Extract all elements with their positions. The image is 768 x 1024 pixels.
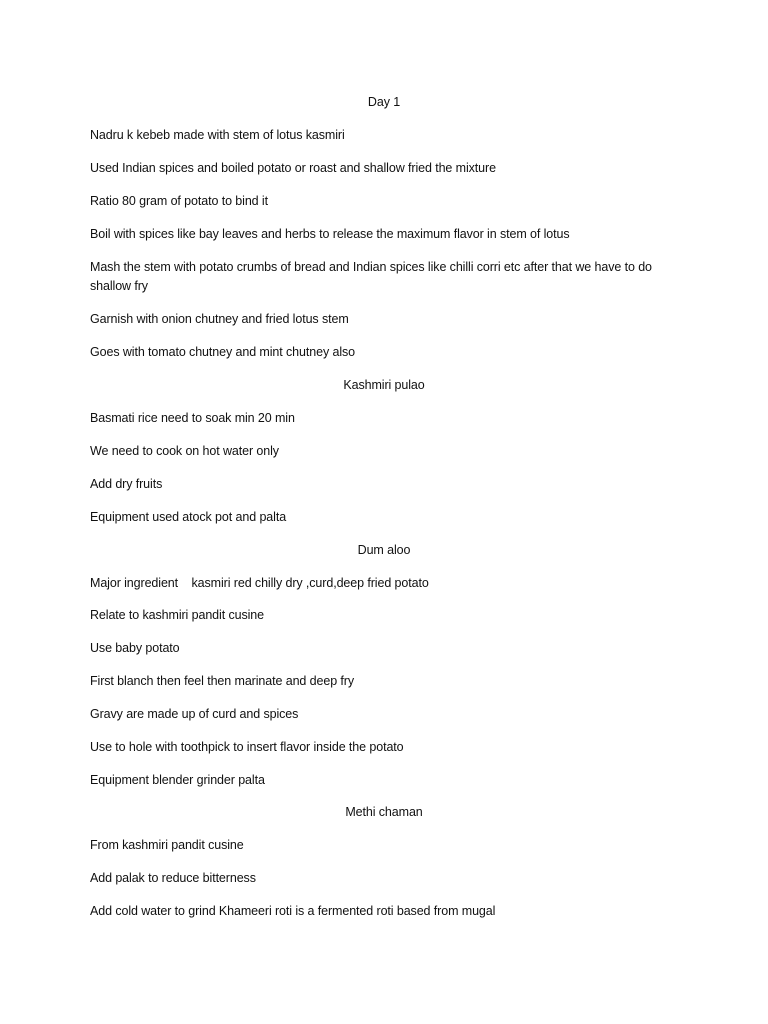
text-line: Equipment used atock pot and palta <box>90 510 287 524</box>
text-line: Major ingredient kasmiri red chilly dry ,curd,deep fried potato <box>90 576 429 590</box>
text-line: Relate to kashmiri pandit cusine <box>90 608 264 622</box>
text-line: From kashmiri pandit cusine <box>90 838 244 852</box>
text-line: Use baby potato <box>90 641 180 655</box>
heading-dum-aloo: Dum aloo <box>357 543 411 557</box>
heading-kashmiri-pulao: Kashmiri pulao <box>343 378 425 392</box>
text-line: Ratio 80 gram of potato to bind it <box>90 194 268 208</box>
heading-methi-chaman: Methi chaman <box>345 805 423 819</box>
text-line: Mash the stem with potato crumbs of bread and Indian spices like chilli corri etc after that we have to do shallow fry <box>90 260 652 293</box>
text-line: Used Indian spices and boiled potato or roast and shallow fried the mixture <box>90 161 496 175</box>
text-line: Basmati rice need to soak min 20 min <box>90 411 295 425</box>
text-line: Boil with spices like bay leaves and herbs to release the maximum flavor in stem of lotus <box>90 227 570 241</box>
heading-day-1: Day 1 <box>367 95 401 109</box>
text-line: Use to hole with toothpick to insert flavor inside the potato <box>90 740 404 754</box>
text-line: Gravy are made up of curd and spices <box>90 707 299 721</box>
text-line: Add cold water to grind Khameeri roti is a fermented roti based from mugal <box>90 904 496 918</box>
text-line: Goes with tomato chutney and mint chutney also <box>90 345 355 359</box>
text-line: Add palak to reduce bitterness <box>90 871 256 885</box>
text-line: Garnish with onion chutney and fried lotus stem <box>90 312 349 326</box>
text-line: Nadru k kebeb made with stem of lotus kasmiri <box>90 128 345 142</box>
text-line: Equipment blender grinder palta <box>90 773 265 787</box>
text-line: Add dry fruits <box>90 477 163 491</box>
text-line: First blanch then feel then marinate and deep fry <box>90 674 355 688</box>
text-line: We need to cook on hot water only <box>90 444 279 458</box>
